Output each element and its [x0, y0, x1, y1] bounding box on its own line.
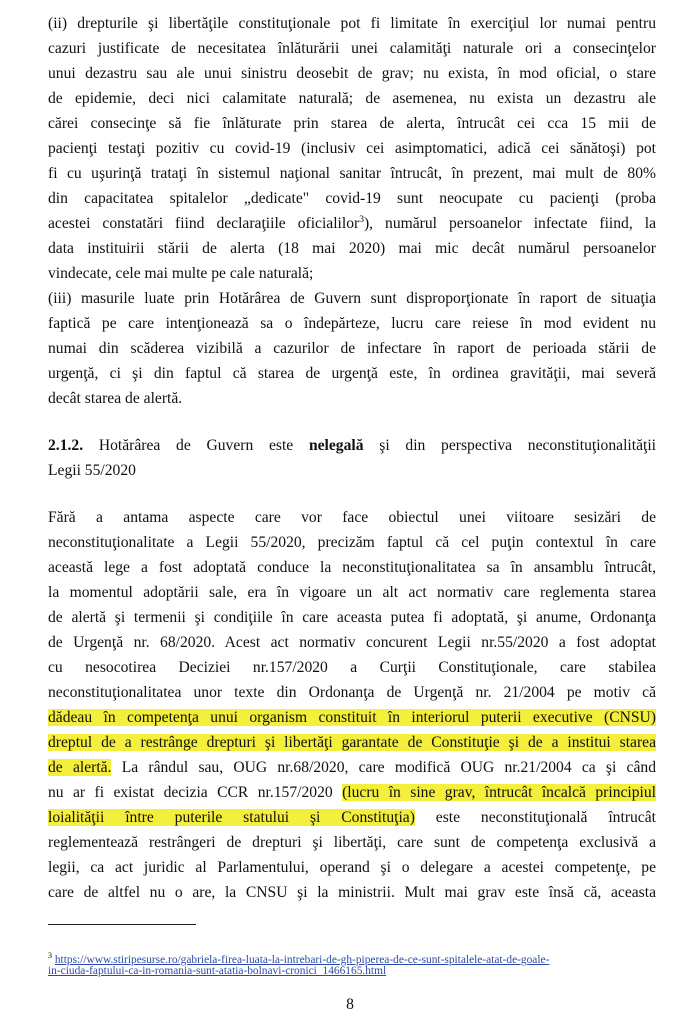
- section-heading-line2: Legii 55/2020: [48, 462, 136, 479]
- text-line: legii, ca act juridic al Parlamentului, operand şi o delegare a acestei competenţe, pe: [48, 859, 656, 876]
- page-number: 8: [346, 996, 354, 1013]
- highlighted-text: loialităţii între puterile statului şi Constituţia): [48, 809, 415, 826]
- text-line: decât starea de alertă.: [48, 390, 183, 407]
- text-line: de epidemie, deci nici calamitate naturală; de asemenea, nu exista un dezastru ale: [48, 90, 656, 107]
- footnote-link[interactable]: https://www.stiripesurse.ro/gabriela-firea-luata-la-intrebari-de-gh-piperea-de-ce-sunt-spitalele-atat-de-goale-: [54, 953, 550, 966]
- text-line: din capacitatea spitalelor „dedicate" covid-19 sunt neocupate cu pacienţi (proba: [48, 190, 656, 207]
- text-line: data instituirii stării de alerta (18 mai 2020) mai mic decât numărul persoanelor: [48, 240, 656, 257]
- footnote-separator: [48, 924, 196, 925]
- heading-text: şi din perspectiva neconstituţionalităţii: [363, 437, 656, 454]
- footnote-mark: 3: [48, 951, 52, 960]
- highlighted-line: [48, 733, 656, 753]
- text-line: la momentul adoptării sale, era în vigoare un alt act normativ care reglementa starea: [48, 584, 656, 601]
- section-heading: [48, 436, 656, 456]
- text-segment: La rândul sau, OUG nr.68/2020, care modifică OUG nr.21/2004 ca şi când: [111, 759, 656, 776]
- footnote-link[interactable]: in-ciuda-faptului-ca-in-romania-sunt-atatia-bolnavi-cronici_1466165.html: [48, 965, 387, 977]
- text-line: neconstituţionalitate a Legii 55/2020, precizăm faptul că cel puţin contextul în care: [48, 534, 656, 551]
- text-line: cărei consecinţe să fie înlăturate prin starea de alerta, întrucât cei cca 15 mii de: [48, 115, 656, 132]
- highlighted-text: de alertă.: [48, 759, 112, 776]
- mixed-line: [48, 758, 656, 778]
- text-line: cazuri justificate de necesitatea înlăturării unei calamităţi naturale ori a consecinţelor: [48, 40, 656, 57]
- text-line: care de altfel nu o are, la CNSU şi la ministrii. Mult mai grav este însă că, aceasta: [48, 884, 656, 901]
- text-segment: este neconstituţională întrucât: [414, 809, 656, 826]
- text-line: fi cu uşurinţă trataţi în sistemul naţional sanitar întrucât, în prezent, mai mult de 80%: [48, 165, 656, 182]
- text-line-with-footnote-ref: [48, 214, 656, 234]
- text-line: de Urgenţă nr. 68/2020. Acest act normativ concurent Legii nr.55/2020 a fost adoptat: [48, 634, 656, 651]
- highlighted-text: dădeau în competenţa unui organism constituit în interiorul puterii executive (CNSU): [48, 709, 656, 726]
- mixed-line: [48, 808, 656, 828]
- text-line: unui dezastru sau ale unui sinistru deosebit de grav; nu exista, în mod oficial, o stare: [48, 65, 656, 82]
- text-line: vindecate, cele mai multe pe cale naturală;: [48, 265, 314, 282]
- footnote-continuation: [48, 964, 656, 979]
- text-line: numai din scăderea vizibilă a cazurilor de infectare în raport de perioada stării de: [48, 340, 656, 357]
- text-line: Fără a antama aspecte care vor face obiectul unei viitoare sesizări de: [48, 509, 656, 526]
- footnote-ref[interactable]: 3: [359, 214, 364, 225]
- heading-bold: nelegală: [308, 437, 364, 454]
- text-line: de alertă şi termenii şi condiţiile în care aceasta putea fi adoptată, şi anume, Ordonanţa: [48, 609, 656, 626]
- highlighted-text: dreptul de a restrânge drepturi şi libertăţi garantate de Constituţie şi de a institui starea: [48, 734, 656, 751]
- text-line: această lege a fost adoptată conduce la neconstituţionalitatea sa în ansamblu întrucât,: [48, 559, 656, 576]
- text-line: faptică pe care intenţionează sa o îndepărteze, lucru care reiese în mod evident nu: [48, 315, 656, 332]
- text-segment: nu ar fi existat decizia CCR nr.157/2020: [48, 784, 343, 801]
- text-segment: acestei constatări fiind declaraţiile oficialilor: [48, 215, 360, 232]
- text-segment: ), numărul persoanelor infectate fiind, la: [363, 215, 656, 232]
- text-line: (iii) masurile luate prin Hotărârea de Guvern sunt disproporţionate în raport de situaţia: [48, 290, 656, 307]
- text-line: pacienţi testaţi pozitiv cu covid-19 (inclusiv cei asimptomatici, adică cei sănătoşi) pot: [48, 140, 656, 157]
- text-line: cu nesocotirea Deciziei nr.157/2020 a Curţii Constituţionale, care stabilea: [48, 659, 656, 676]
- text-line: reglementează restrângeri de drepturi şi libertăţi, care sunt de competenţa exclusivă a: [48, 834, 656, 851]
- highlighted-text: (lucru în sine grav, întrucât încalcă principiul: [342, 784, 656, 801]
- text-line: urgenţă, ci şi din faptul că starea de urgenţă este, în ordinea gravităţii, mai severă: [48, 365, 656, 382]
- highlighted-line: [48, 708, 656, 728]
- mixed-line: [48, 783, 656, 803]
- heading-text: Hotărârea de Guvern este: [83, 437, 309, 454]
- heading-number: 2.1.2.: [48, 437, 84, 454]
- text-line: (ii) drepturile şi libertăţile constituţionale pot fi limitate în exerciţiul lor numai pentru: [48, 15, 656, 32]
- text-line: neconstituţionalitatea unor texte din Ordonanţa de Urgenţă nr. 21/2004 pe motiv că: [48, 684, 656, 701]
